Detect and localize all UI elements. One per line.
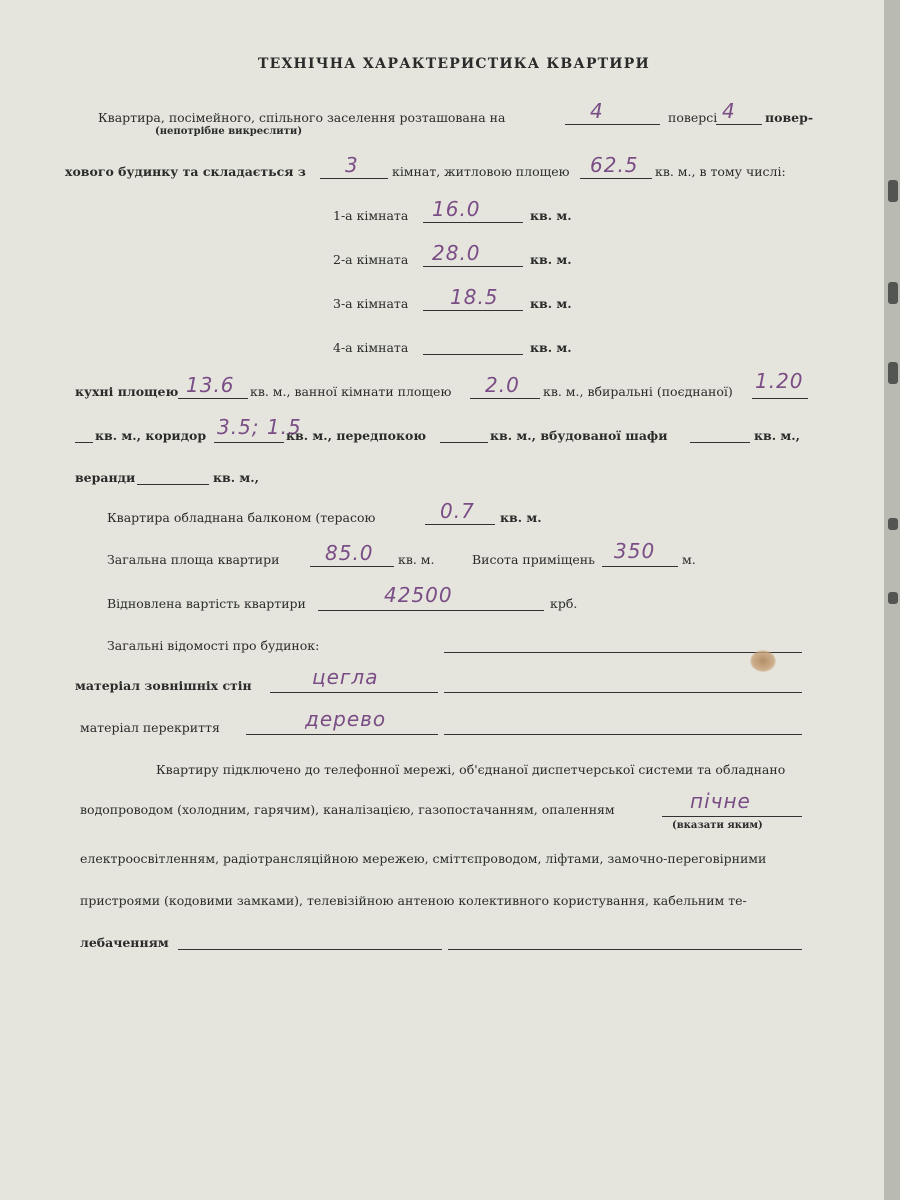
room-4-label: 4-а кімната — [333, 340, 409, 355]
overlap-line-2 — [444, 734, 802, 735]
strike-note: (непотрібне викреслити) — [155, 126, 303, 137]
room-2-line — [423, 266, 523, 267]
veranda-unit: кв. м., — [213, 470, 259, 485]
edge-mark — [888, 180, 898, 202]
walls-label: матеріал зовнішніх стін — [75, 678, 252, 693]
kitchen-value: 13.6 — [186, 373, 235, 397]
total-area-unit: кв. м. — [398, 552, 435, 567]
tv-line-2 — [448, 949, 802, 950]
room-3-unit: кв. м. — [530, 296, 572, 311]
veranda-line — [137, 484, 209, 485]
wardrobe-line — [690, 442, 750, 443]
wardrobe-label: кв. м., вбудованої шафи — [490, 428, 668, 443]
cost-line — [318, 610, 544, 611]
room-2-unit: кв. м. — [530, 252, 572, 267]
cost-label: Відновлена вартість квартири — [107, 596, 306, 611]
balcony-value: 0.7 — [440, 499, 475, 523]
room-1-value: 16.0 — [432, 197, 481, 221]
specify-note: (вказати яким) — [672, 820, 763, 831]
rooms-line — [320, 178, 388, 179]
bath-value: 2.0 — [485, 373, 520, 397]
walls-line-2 — [444, 692, 802, 693]
kitchen-line — [178, 398, 248, 399]
height-value: 350 — [614, 539, 656, 563]
room-3-line — [423, 310, 523, 311]
floor-value: 4 — [590, 99, 604, 123]
living-area-label: кімнат, житловою площею — [392, 164, 570, 179]
wc-continued-line — [75, 442, 93, 443]
cost-unit: крб. — [550, 596, 578, 611]
building-text: хового будинку та складається з — [65, 164, 306, 179]
wc-label: кв. м., вбиральні (поєднаної) — [543, 384, 733, 399]
wc-line — [752, 398, 808, 399]
living-area-value: 62.5 — [590, 153, 639, 177]
hallway-label: кв. м., передпокою — [286, 428, 427, 443]
room-4-line — [423, 354, 523, 355]
room-2-value: 28.0 — [432, 241, 481, 265]
doc-title: ТЕХНІЧНА ХАРАКТЕРИСТИКА КВАРТИРИ — [258, 56, 650, 72]
veranda-label: веранди — [75, 470, 136, 485]
balcony-line — [425, 524, 495, 525]
storey-label: повер- — [765, 110, 814, 125]
floor-line — [565, 124, 660, 125]
room-3-value: 18.5 — [450, 285, 499, 309]
walls-line — [270, 692, 438, 693]
bath-label: кв. м., ванної кімнати площею — [250, 384, 452, 399]
corridor-line — [214, 442, 284, 443]
edge-mark — [888, 362, 898, 384]
walls-value: цегла — [312, 665, 379, 689]
floor-label: поверсі — [668, 110, 718, 125]
balcony-label: Квартира обладнана балконом (терасою — [107, 510, 376, 525]
apartment-intro-text: Квартира, посімейного, спільного заселення розташована на — [98, 110, 506, 125]
heating-value: пічне — [690, 789, 751, 813]
total-area-line — [310, 566, 394, 567]
utilities-text-3: електроосвітленням, радіотрансляційною мережею, сміттєпроводом, ліфтами, замочно-переговірними — [80, 851, 767, 866]
utilities-text-4: пристроями (кодовими замками), телевізійною антеною колективного користування, кабельним те- — [80, 893, 747, 908]
height-unit: м. — [682, 552, 696, 567]
tv-line-1 — [178, 949, 442, 950]
utilities-text-1: Квартиру підключено до телефонної мережі, об'єднаної диспетчерської системи та обладнано — [156, 762, 786, 777]
room-2-label: 2-а кімната — [333, 252, 409, 267]
room-1-unit: кв. м. — [530, 208, 572, 223]
bath-line — [470, 398, 540, 399]
floors-line — [716, 124, 762, 125]
building-info-line — [444, 652, 802, 653]
floors-value: 4 — [722, 99, 736, 123]
corridor-value: 3.5; 1.5 — [217, 415, 302, 439]
room-3-label: 3-а кімната — [333, 296, 409, 311]
utilities-text-2: водопроводом (холодним, гарячим), каналізацією, газопостачанням, опаленням — [80, 802, 615, 817]
edge-mark — [888, 518, 898, 530]
paper-stain — [750, 650, 776, 672]
total-area-label: Загальна площа квартири — [107, 552, 280, 567]
height-line — [602, 566, 678, 567]
rooms-count-value: 3 — [345, 153, 359, 177]
balcony-unit: кв. м. — [500, 510, 542, 525]
wardrobe-unit: кв. м., — [754, 428, 800, 443]
living-area-line — [580, 178, 652, 179]
heating-line — [662, 816, 802, 817]
edge-mark — [888, 592, 898, 604]
corridor-label: кв. м., коридор — [95, 428, 207, 443]
edge-mark — [888, 282, 898, 304]
height-label: Висота приміщень — [472, 552, 595, 567]
including-label: кв. м., в тому числі: — [655, 164, 786, 179]
room-1-line — [423, 222, 523, 223]
room-1-label: 1-а кімната — [333, 208, 409, 223]
overlap-label: матеріал перекриття — [80, 720, 220, 735]
building-info-label: Загальні відомості про будинок: — [107, 638, 320, 653]
overlap-value: дерево — [305, 707, 387, 731]
overlap-line — [246, 734, 438, 735]
utilities-text-5: лебаченням — [80, 935, 169, 950]
room-4-unit: кв. м. — [530, 340, 572, 355]
hallway-line — [440, 442, 488, 443]
kitchen-label: кухні площею — [75, 384, 179, 399]
cost-value: 42500 — [384, 583, 453, 607]
total-area-value: 85.0 — [325, 541, 374, 565]
wc-value: 1.20 — [755, 369, 804, 393]
